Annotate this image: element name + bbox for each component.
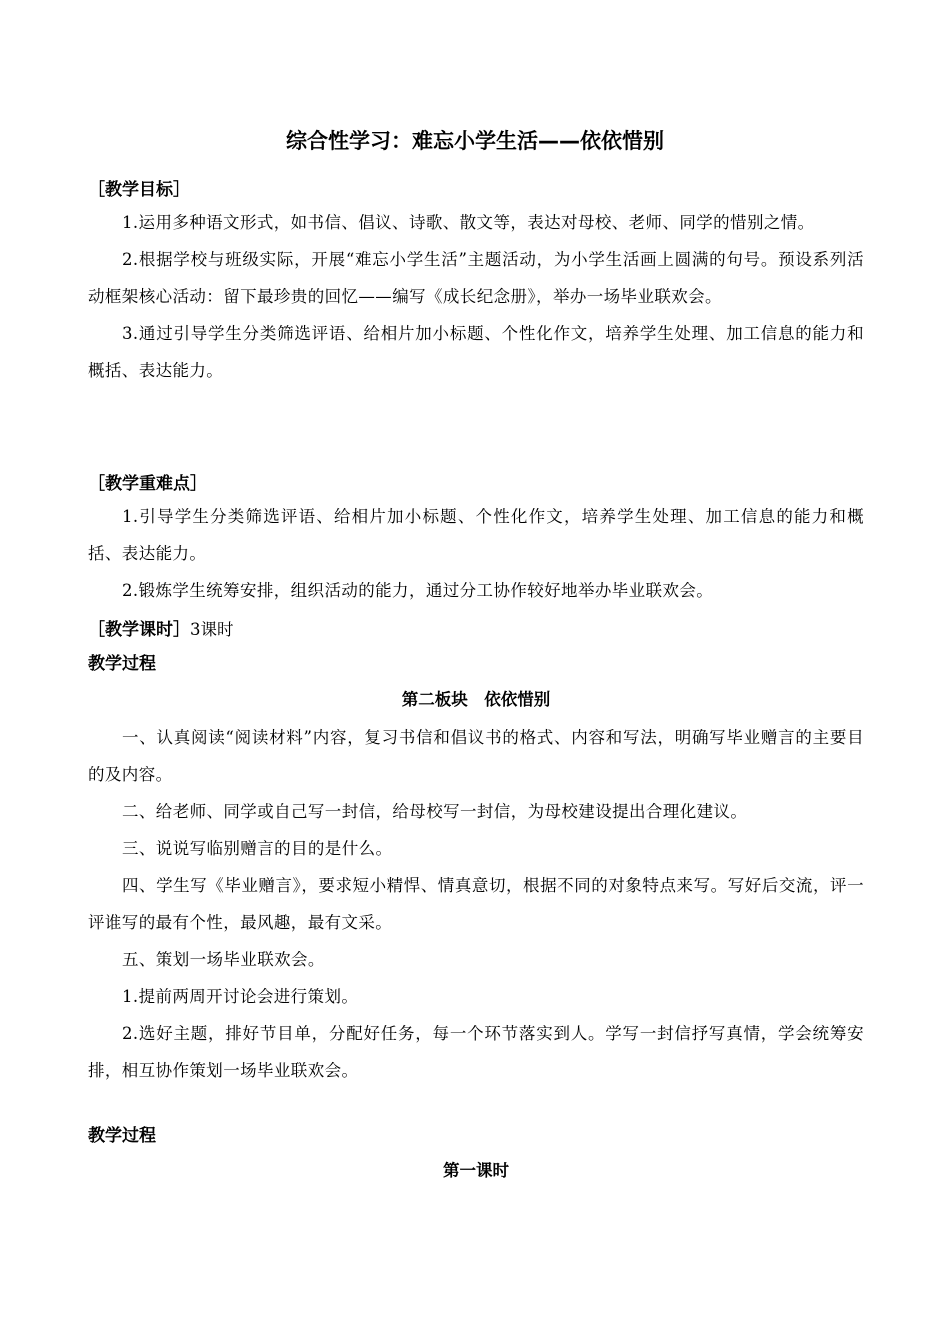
section-title: 第二板块 依依惜别 (401, 690, 551, 709)
goal-item: 3.通过引导学生分类筛选评语、给相片加小标题、个性化作文，培养学生处理、加工信息的能力和概括、表达能力。 (88, 324, 864, 380)
lesson-title: 第一课时 (443, 1161, 509, 1180)
teaching-process-section-2 (88, 1122, 864, 1150)
teaching-process-section (88, 650, 864, 678)
teaching-process-heading-2: 教学过程 (88, 1126, 156, 1146)
key-points-heading: ［教学重难点］ (88, 474, 207, 494)
class-hours-value: 3课时 (190, 620, 234, 639)
class-hours-heading: ［教学课时］ (88, 620, 190, 640)
class-hours-section (88, 616, 864, 644)
process-step: 一、认真阅读“阅读材料”内容，复习书信和倡议书的格式、内容和写法，明确写毕业赠言的主要目的及内容。 (88, 728, 864, 784)
document-title: 综合性学习：难忘小学生活——依依惜别 (286, 129, 664, 153)
process-step: 四、学生写《毕业赠言》，要求短小精悍、情真意切，根据不同的对象特点来写。写好后交流，评一评谁写的最有个性，最风趣，最有文采。 (88, 876, 864, 932)
goal-item: 1.运用多种语文形式，如书信、倡议、诗歌、散文等，表达对母校、老师、同学的惜别之情。 (122, 213, 815, 232)
key-points-section (88, 470, 864, 609)
process-step: 三、说说写临别赠言的目的是什么。 (122, 839, 393, 858)
process-block-two (88, 686, 864, 714)
teaching-process-heading: 教学过程 (88, 654, 156, 674)
first-lesson-block (88, 1157, 864, 1185)
process-steps (88, 719, 864, 1089)
teaching-goals-heading: ［教学目标］ (88, 180, 190, 200)
teaching-goals-section (88, 176, 864, 389)
goal-item: 2.根据学校与班级实际，开展“难忘小学生活”主题活动，为小学生活画上圆满的句号。预设系列活动框架核心活动：留下最珍贵的回忆——编写《成长纪念册》，举办一场毕业联欢会。 (88, 250, 864, 306)
process-step: 五、策划一场毕业联欢会。 (122, 950, 325, 969)
class-hours-line (88, 616, 864, 644)
process-step: 1.提前两周开讨论会进行策划。 (122, 987, 359, 1006)
process-step: 2.选好主题，排好节目单，分配好任务，每一个环节落实到人。学写一封信抒写真情，学会统筹安排，相互协作策划一场毕业联欢会。 (88, 1024, 864, 1080)
key-point-item: 2.锻炼学生统筹安排，组织活动的能力，通过分工协作较好地举办毕业联欢会。 (122, 581, 714, 600)
key-point-item: 1.引导学生分类筛选评语、给相片加小标题、个性化作文，培养学生处理、加工信息的能力和概括、表达能力。 (88, 507, 864, 563)
process-step: 二、给老师、同学或自己写一封信，给母校写一封信，为母校建设提出合理化建议。 (122, 802, 748, 821)
